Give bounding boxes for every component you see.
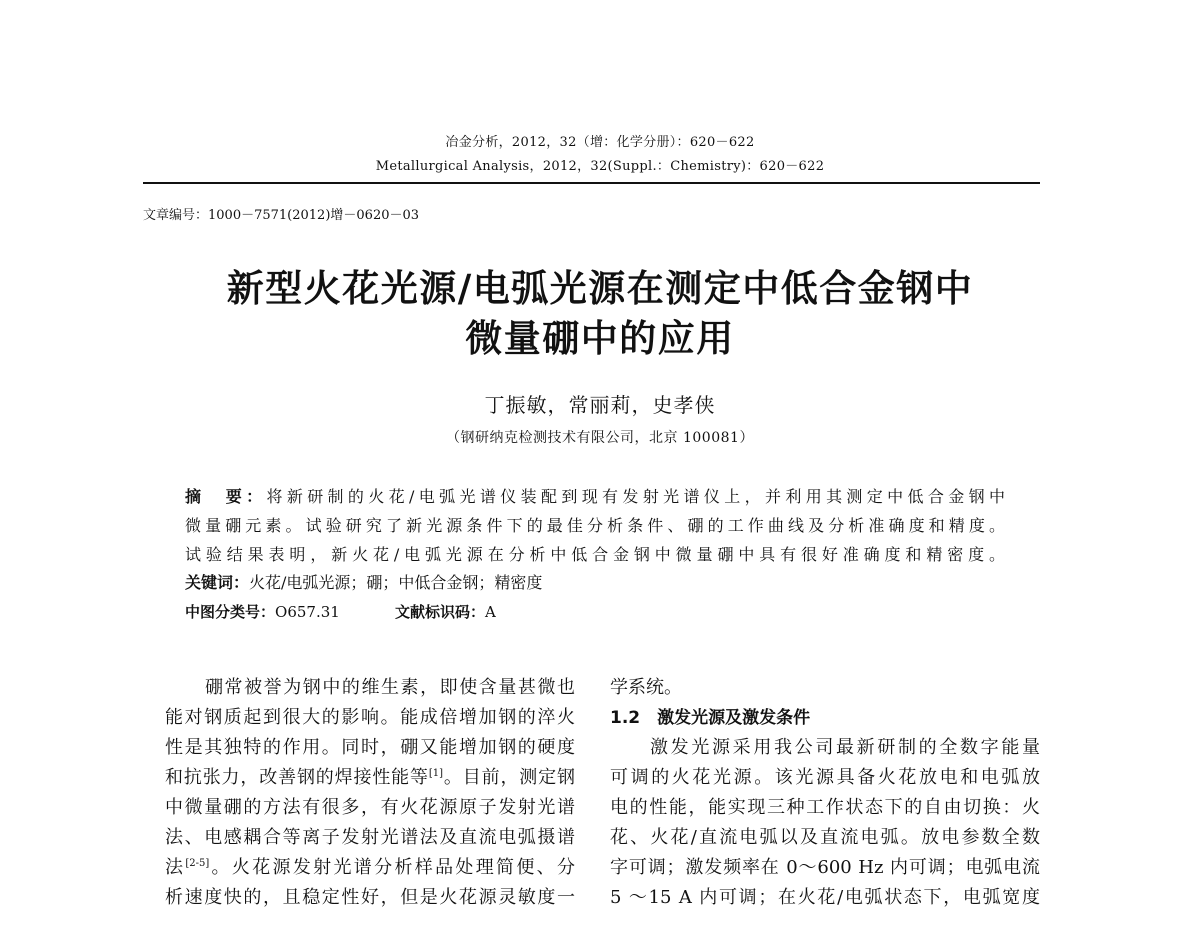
abstract-line: [185, 483, 1005, 511]
journal-citation-en: Metallurgical Analysis，2012，32(Suppl.：Chemistry)：620－622: [375, 159, 825, 174]
body-line: 可调的火花光源。该光源具备火花放电和电弧放: [610, 767, 1040, 788]
abstract-label: 摘 要：: [185, 487, 267, 506]
section-heading: 1.2 激发光源及激发条件: [610, 708, 811, 728]
doc-code: A: [485, 603, 496, 621]
body-line: 能对钢质起到很大的影响。能成倍增加钢的淬火: [165, 707, 575, 728]
body-text: 。目前，测定钢: [443, 767, 576, 788]
keywords-label: 关键词：: [185, 573, 250, 592]
body-line: 5 ～15 A 内可调；在火花/电弧状态下，电弧宽度: [610, 887, 1040, 908]
title-line-1: 新型火花光源/电弧光源在测定中低合金钢中: [226, 267, 974, 310]
citation-ref: [2-5]: [185, 858, 210, 869]
keywords: 火花/电弧光源；硼；中低合金钢；精密度: [249, 573, 543, 592]
body-line: 析速度快的，且稳定性好，但是火花源灵敏度一: [165, 887, 575, 908]
body-line: 电的性能，能实现三种工作状态下的自由切换：火: [610, 797, 1040, 818]
body-line: 性是其独特的作用。同时，硼又能增加钢的硬度: [165, 737, 575, 758]
journal-citation-cn: 冶金分析，2012，32（增：化学分册）：620－622: [445, 135, 755, 150]
clc-label: 中图分类号：: [185, 603, 276, 621]
body-line: [165, 763, 575, 793]
body-line: 学系统。: [610, 677, 682, 698]
body-line: 中微量硼的方法有很多，有火花源原子发射光谱: [165, 797, 575, 818]
affiliation: （钢研纳克检测技术有限公司，北京 100081）: [446, 430, 754, 446]
body-line: 法、电感耦合等离子发射光谱法及直流电弧摄谱: [165, 827, 575, 848]
abstract-line: 试验结果表明，新火花/电弧光源在分析中低合金钢中微量硼中具有很好准确度和精密度。: [185, 545, 1005, 564]
clc-code: O657.31: [275, 603, 340, 621]
body-text: 和抗张力，改善钢的焊接性能等: [165, 767, 429, 788]
keywords-line: [185, 569, 1005, 597]
body-text: 。火花源发射光谱分析样品处理简便、分: [209, 857, 576, 878]
body-line: [165, 853, 575, 883]
body-right-column: [610, 673, 1040, 913]
body-line: 花、火花/直流电弧以及直流电弧。放电参数全数: [610, 827, 1040, 848]
body-text: 法: [165, 857, 186, 878]
abstract-line: 微量硼元素。试验研究了新光源条件下的最佳分析条件、硼的工作曲线及分析准确度和精度。: [185, 516, 1005, 535]
citation-ref: [1]: [428, 768, 444, 779]
authors: 丁振敏，常丽莉，史孝侠: [484, 393, 716, 417]
title-line-2: 微量硼中的应用: [465, 317, 735, 360]
body-left-column: [165, 673, 575, 913]
body-line: 硼常被誉为钢中的维生素，即使含量甚微也: [205, 677, 575, 698]
body-line: 激发光源采用我公司最新研制的全数字能量: [650, 737, 1040, 758]
header-rule: [143, 182, 1040, 184]
classification-line: [185, 598, 1005, 626]
abstract-text: 将新研制的火花/电弧光谱仪装配到现有发射光谱仪上，并利用其测定中低合金钢中: [266, 487, 1005, 506]
article-number: 文章编号：1000－7571(2012)增－0620－03: [143, 208, 420, 223]
doc-code-label: 文献标识码：: [395, 603, 486, 621]
body-line: 字可调；激发频率在 0～600 Hz 内可调；电弧电流: [610, 857, 1040, 878]
